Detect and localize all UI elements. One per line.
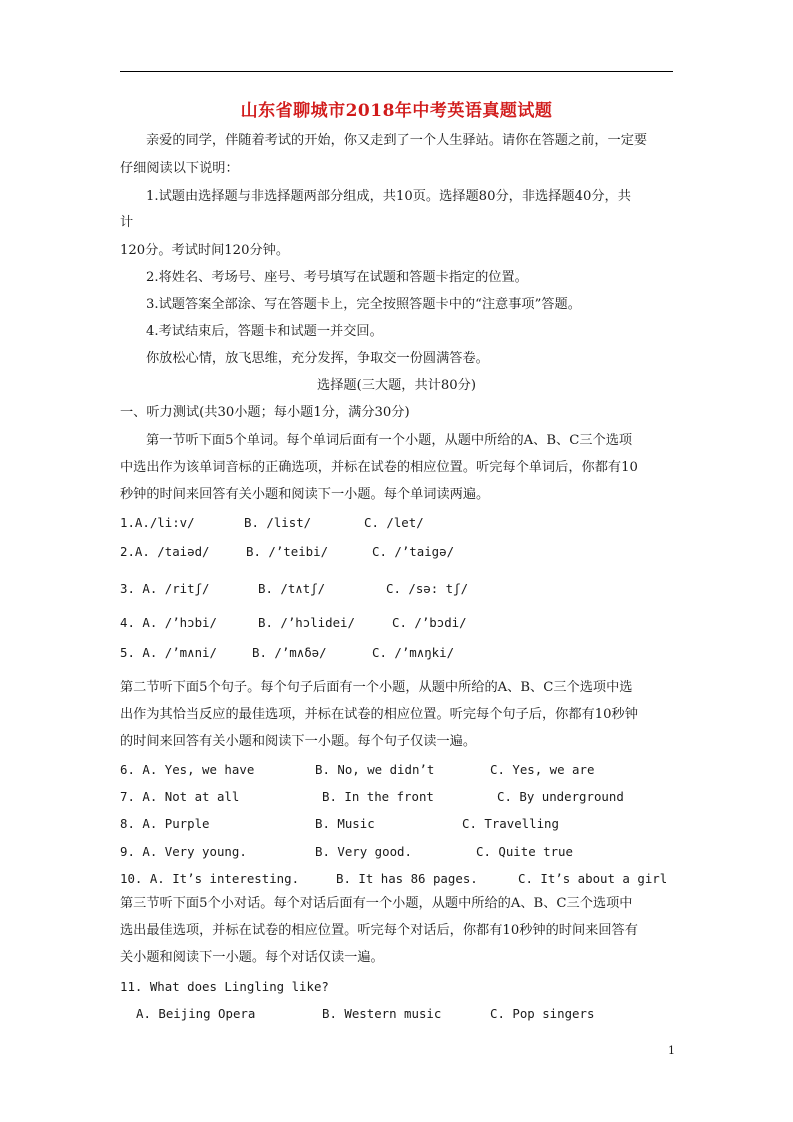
section2-instructions: 出作为其恰当反应的最佳选项，并标在试卷的相应位置。听完每个句子后，你都有10秒钟 <box>120 707 638 722</box>
question-option-b: B. No, we didn’t <box>315 762 435 777</box>
question-option-c: C. It’s about a girl <box>518 871 668 886</box>
section2-instructions: 第二节听下面5个句子。每个句子后面有一个小题，从题中所给的A、B、C三个选项中选 <box>120 680 633 695</box>
section1-instructions: 秒钟的时间来回答有关小题和阅读下一小题。每个单词读两遍。 <box>120 487 490 502</box>
question-option-a: 1.A./li:v/ <box>120 515 195 530</box>
question-option-b: B. Music <box>315 816 375 831</box>
instruction-2: 2.将姓名、考场号、座号、考号填写在试题和答题卡指定的位置。 <box>146 270 528 285</box>
instruction-1: 1.试题由选择题与非选择题两部分组成，共10页。选择题80分，非选择题40分，共 <box>146 189 631 204</box>
question-option-c: C. /let/ <box>364 515 424 530</box>
instruction-3: 3.试题答案全部涂、写在答题卡上，完全按照答题卡中的“注意事项”答题。 <box>146 297 581 312</box>
page-number: 1 <box>668 1044 675 1057</box>
question-option-a: A. Beijing Opera <box>136 1006 256 1021</box>
question-option-c: C. Quite true <box>476 844 573 859</box>
question-option-c: C. By underground <box>497 789 624 804</box>
intro-line: 仔细阅读以下说明： <box>120 161 239 176</box>
question-option-c: C. /’m∧ŋki/ <box>372 645 455 660</box>
question-option-b: B. /’teibi/ <box>246 544 329 559</box>
question-11: 11. What does Lingling like? <box>120 979 329 994</box>
question-option-c: C. Yes, we are <box>490 762 595 777</box>
closing-line: 你放松心情，放飞思维，充分发挥，争取交一份圆满答卷。 <box>146 351 489 366</box>
instruction-1-cont: 120分。考试时间120分钟。 <box>120 243 290 258</box>
section-heading: 选择题(三大题，共计80分) <box>317 378 476 393</box>
section1-instructions: 第一节听下面5个单词。每个单词后面有一个小题，从题中所给的A、B、C三个选项 <box>146 433 633 448</box>
section3-instructions: 选出最佳选项，并标在试卷的相应位置。听完每个对话后，你都有10秒钟的时间来回答有 <box>120 923 638 938</box>
section3-instructions: 第三节听下面5个小对话。每个对话后面有一个小题，从题中所给的A、B、C三个选项中 <box>120 896 633 911</box>
instruction-1-cont: 计 <box>120 215 134 230</box>
intro-line: 亲爱的同学，伴随着考试的开始，你又走到了一个人生驿站。请你在答题之前，一定要 <box>146 133 648 148</box>
question-option-c: C. /sə: tʃ/ <box>386 581 469 596</box>
question-option-c: C. Travelling <box>462 816 559 831</box>
question-option-a: 10. A. It’s interesting. <box>120 871 300 886</box>
question-option-a: 6. A. Yes, we have <box>120 762 255 777</box>
question-option-a: 7. A. Not at all <box>120 789 240 804</box>
question-option-b: B. Very good. <box>315 844 412 859</box>
section1-instructions: 中选出作为该单词音标的正确选项，并标在试卷的相应位置。听完每个单词后，你都有10 <box>120 460 638 475</box>
question-option-b: B. Western music <box>322 1006 442 1021</box>
question-option-a: 5. A. /’m∧ni/ <box>120 645 217 660</box>
header-rule <box>120 71 673 72</box>
question-option-b: B. /’hɔlidei/ <box>258 615 355 630</box>
question-option-c: C. Pop singers <box>490 1006 595 1021</box>
question-option-a: 9. A. Very young. <box>120 844 247 859</box>
question-option-c: C. /’bɔdi/ <box>392 615 467 630</box>
question-option-a: 3. A. /ritʃ/ <box>120 581 210 596</box>
instruction-4: 4.考试结束后，答题卡和试题一并交回。 <box>146 324 383 339</box>
question-option-c: C. /’taigə/ <box>372 544 455 559</box>
question-option-b: B. /list/ <box>244 515 312 530</box>
question-option-a: 2.A. /taiəd/ <box>120 544 210 559</box>
part-heading: 一、听力测试(共30小题；每小题1分，满分30分) <box>120 405 410 420</box>
question-option-b: B. /t∧tʃ/ <box>258 581 326 596</box>
question-option-b: B. /’m∧δə/ <box>252 645 327 660</box>
question-option-b: B. It has 86 pages. <box>336 871 478 886</box>
section2-instructions: 的时间来回答有关小题和阅读下一小题。每个句子仅读一遍。 <box>120 734 477 749</box>
question-option-a: 4. A. /’hɔbi/ <box>120 615 217 630</box>
question-option-b: B. In the front <box>322 789 434 804</box>
question-option-a: 8. A. Purple <box>120 816 210 831</box>
section3-instructions: 关小题和阅读下一小题。每个对话仅读一遍。 <box>120 950 384 965</box>
page-title: 山东省聊城市2018年中考英语真题试题 <box>240 101 553 121</box>
